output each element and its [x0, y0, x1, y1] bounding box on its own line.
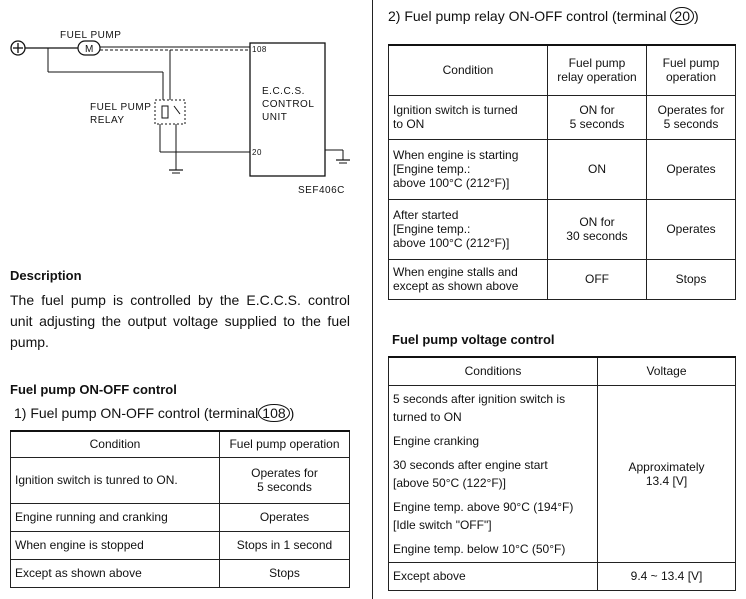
voltage-heading: Fuel pump voltage control: [392, 332, 555, 347]
voltage-value: Approximately 13.4 [V]: [598, 385, 736, 562]
table-header-row: [11, 431, 350, 457]
table-cell: Except as shown above: [11, 559, 220, 587]
description-text: The fuel pump is controlled by the E.C.C.S. control unit adjusting the output voltage supplied to the fuel pump.: [10, 292, 350, 350]
onoff-subheading-prefix: 1) Fuel pump ON-OFF control (terminal: [14, 405, 259, 421]
unit-label-1: E.C.C.S.: [262, 86, 305, 97]
table-cell: Except above: [389, 562, 598, 590]
table-cell: ON: [548, 139, 647, 199]
unit-label-2: CONTROL: [262, 99, 315, 110]
column-header: Fuel pump operation: [647, 45, 736, 95]
figure-code: SEF406C: [298, 185, 345, 196]
voltage-value: 9.4 ~ 13.4 [V]: [598, 562, 736, 590]
terminal-108-badge: 108: [258, 404, 289, 422]
column-header: Fuel pump relay operation: [548, 45, 647, 95]
table-row: [389, 199, 736, 259]
table-cell: Engine running and cranking: [11, 503, 220, 531]
table-cell: Stops in 1 second: [220, 531, 350, 559]
column-header: Voltage: [598, 357, 736, 385]
column-header: Condition: [11, 431, 220, 457]
table-cell: Operates for 5 seconds: [647, 95, 736, 139]
table-cell: When engine stalls and except as shown above: [389, 259, 548, 299]
condition-item: Engine cranking: [393, 433, 480, 448]
table-row: [11, 559, 350, 587]
voltage-table: [388, 356, 736, 591]
condition-item: 30 seconds after engine start [above 50°C (122°F)]: [393, 457, 548, 490]
relay-label-2: RELAY: [90, 115, 125, 126]
table-cell: Stops: [220, 559, 350, 587]
column-header: Conditions: [389, 357, 598, 385]
column-header: Condition: [389, 45, 548, 95]
fuel-pump-label: FUEL PUMP: [60, 30, 122, 41]
onoff-heading: Fuel pump ON-OFF control: [10, 382, 177, 397]
wiring-diagram: [0, 0, 360, 200]
relay-subheading: [388, 6, 738, 26]
table-cell: Operates: [647, 139, 736, 199]
relay-subheading-suffix: ): [694, 8, 699, 24]
condition-item: 5 seconds after ignition switch is turned to ON: [393, 391, 566, 424]
unit-label-3: UNIT: [262, 112, 288, 123]
table-row: [389, 562, 736, 590]
table-cell: Ignition switch is tunred to ON.: [11, 457, 220, 503]
table-header-row: [389, 45, 736, 95]
condition-item: Engine temp. above 90°C (194°F) [Idle switch "OFF"]: [393, 499, 574, 532]
motor-label: M: [85, 44, 94, 55]
table-cell: Operates for 5 seconds: [220, 457, 350, 503]
table-cell: When engine is stopped: [11, 531, 220, 559]
column-divider: [372, 0, 373, 599]
relay-table: [388, 44, 736, 300]
table-row: [389, 259, 736, 299]
table-cell: Ignition switch is turned to ON: [389, 95, 548, 139]
table-cell: OFF: [548, 259, 647, 299]
table-cell: After started [Engine temp.: above 100°C (212°F)]: [389, 199, 548, 259]
terminal-20-label: 20: [252, 148, 262, 157]
table-header-row: [389, 357, 736, 385]
relay-label-1: FUEL PUMP: [90, 102, 152, 113]
onoff-subheading: [14, 404, 294, 422]
condition-item: Engine temp. below 10°C (50°F): [393, 541, 566, 556]
table-cell: When engine is starting [Engine temp.: above 100°C (212°F)]: [389, 139, 548, 199]
terminal-20-badge: 20: [670, 7, 694, 25]
table-row: [389, 139, 736, 199]
table-row: [11, 503, 350, 531]
table-cell: Operates: [220, 503, 350, 531]
relay-subheading-prefix: 2) Fuel pump relay ON-OFF control (terminal: [388, 8, 667, 24]
table-cell: Operates: [647, 199, 736, 259]
description-heading: Description: [10, 268, 82, 283]
relay-icon: [155, 100, 185, 124]
table-cell: ON for 30 seconds: [548, 199, 647, 259]
onoff-subheading-suffix: ): [289, 405, 295, 421]
terminal-108-label: 108: [252, 45, 267, 54]
table-row: [11, 531, 350, 559]
conditions-cell: [389, 385, 598, 562]
table-row: [11, 457, 350, 503]
table-row: [389, 95, 736, 139]
column-header: Fuel pump operation: [220, 431, 350, 457]
onoff-table: [10, 430, 350, 588]
table-row: [389, 385, 736, 562]
table-cell: ON for 5 seconds: [548, 95, 647, 139]
table-cell: Stops: [647, 259, 736, 299]
